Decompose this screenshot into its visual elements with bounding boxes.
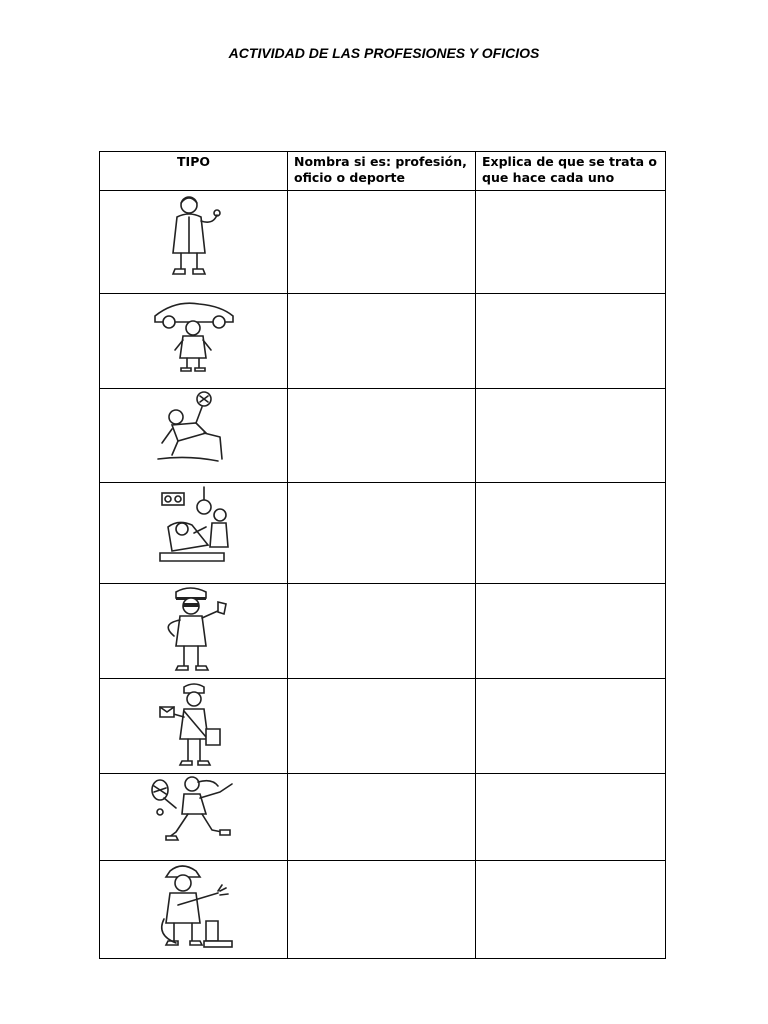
explica-cell[interactable] <box>476 191 666 294</box>
nombra-cell[interactable] <box>288 774 476 861</box>
table-row <box>100 774 666 861</box>
tipo-cell <box>100 774 288 861</box>
table-row <box>100 679 666 774</box>
explica-cell[interactable] <box>476 294 666 389</box>
header-explica: Explica de que se trata o que hace cada uno <box>476 152 666 191</box>
nombra-cell[interactable] <box>288 294 476 389</box>
dentist-icon <box>154 483 234 571</box>
mail-carrier-icon <box>154 679 234 771</box>
table-row <box>100 584 666 679</box>
tipo-cell <box>100 294 288 389</box>
tipo-cell <box>100 679 288 774</box>
firefighter-icon <box>150 861 238 953</box>
explica-cell[interactable] <box>476 679 666 774</box>
tipo-cell <box>100 483 288 584</box>
page-title: ACTIVIDAD DE LAS PROFESIONES Y OFICIOS <box>228 45 540 61</box>
tipo-cell <box>100 584 288 679</box>
doctor-icon <box>159 191 229 281</box>
table-row <box>100 191 666 294</box>
nombra-cell[interactable] <box>288 584 476 679</box>
tipo-cell <box>100 861 288 959</box>
soccer-player-icon <box>154 389 234 469</box>
header-nombra: Nombra si es: profesión, oficio o deporte <box>288 152 476 191</box>
nombra-cell[interactable] <box>288 191 476 294</box>
explica-cell[interactable] <box>476 774 666 861</box>
explica-cell[interactable] <box>476 483 666 584</box>
tipo-cell <box>100 191 288 294</box>
explica-cell[interactable] <box>476 584 666 679</box>
tennis-player-icon <box>148 774 240 854</box>
nombra-cell[interactable] <box>288 679 476 774</box>
table-row <box>100 389 666 483</box>
professions-table <box>99 151 666 959</box>
mechanic-icon <box>149 294 239 374</box>
nombra-cell[interactable] <box>288 483 476 584</box>
table-row <box>100 483 666 584</box>
explica-cell[interactable] <box>476 861 666 959</box>
table-header-row <box>100 152 666 191</box>
nombra-cell[interactable] <box>288 861 476 959</box>
table-row <box>100 294 666 389</box>
nombra-cell[interactable] <box>288 389 476 483</box>
header-tipo: TIPO <box>100 152 288 191</box>
explica-cell[interactable] <box>476 389 666 483</box>
table-row <box>100 861 666 959</box>
police-officer-icon <box>152 584 236 674</box>
tipo-cell <box>100 389 288 483</box>
